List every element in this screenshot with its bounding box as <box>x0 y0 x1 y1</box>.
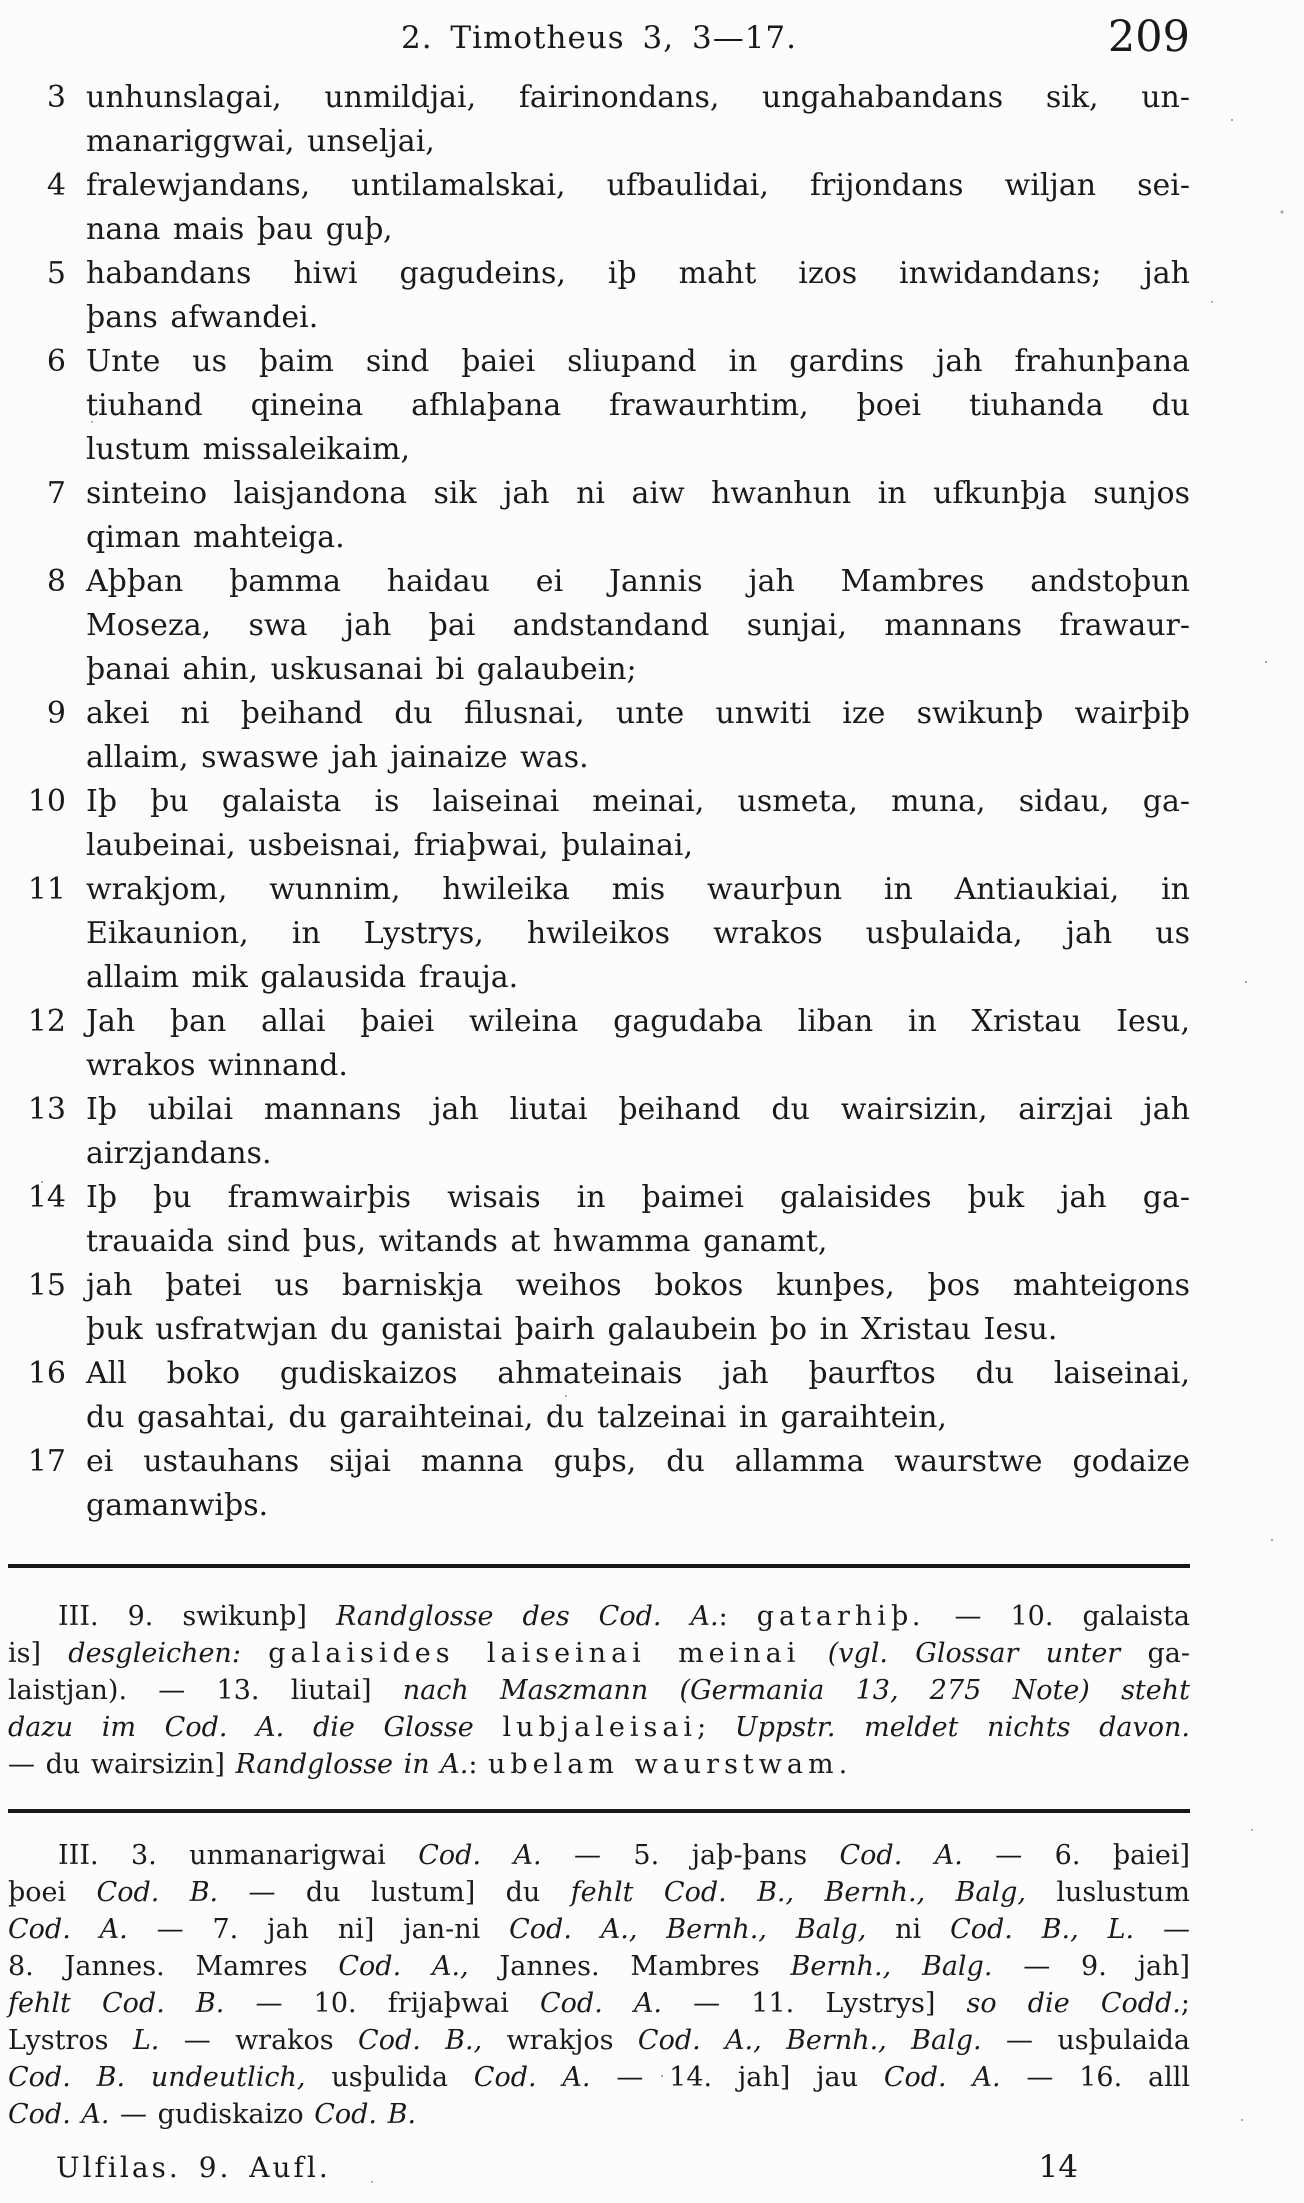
text-segment: — 7. jah ni] jan-ni <box>127 1914 510 1945</box>
verse-line: þanai ahin, uskusanai bi galaubein; <box>86 652 637 687</box>
verse-line: fralewjandans, untilamalskai, ufbaulidai, frijondans wiljan sei- <box>86 168 1190 203</box>
verse-number: 4 <box>46 168 66 203</box>
text-segment: Cod. A. <box>8 2099 110 2130</box>
text-segment: desgleichen: <box>68 1638 241 1669</box>
verse-text <box>86 868 1190 1000</box>
text-segment: — usþulaida <box>981 2025 1190 2056</box>
text-segment: — gudiskaizo <box>109 2099 315 2130</box>
verse-line: Iþ ubilai mannans jah liutai þeihand du wairsizin, airzjai jah <box>86 1092 1190 1127</box>
text-segment: lubjaleisai <box>502 1712 698 1743</box>
verse-number: 9 <box>46 696 66 731</box>
verse-line: laubeinai, usbeisnai, friaþwai, þulainai, <box>86 828 694 863</box>
text-segment: Cod. A., Bernh., Balg. <box>637 2025 982 2056</box>
text-segment: Cod. A. <box>883 2062 1001 2093</box>
verse-row <box>8 1088 1190 1176</box>
verse-number: 3 <box>46 80 66 115</box>
text-segment: laistjan). — 13. liutai] <box>8 1675 403 1706</box>
verse-line: Iþ þu galaista is laiseinai meinai, usmeta, muna, sidau, ga- <box>86 784 1190 819</box>
verse-row <box>8 560 1190 692</box>
text-segment: fehlt Cod. B., Bernh., Balg, <box>570 1877 1026 1908</box>
text-segment: — du wairsizin] <box>8 1749 236 1780</box>
verse-line: manariggwai, unseljai, <box>86 124 435 159</box>
verse-line: wrakjom, wunnim, hwileika mis waurþun in Antiaukiai, in <box>86 872 1190 907</box>
verse-text <box>86 1000 1190 1088</box>
verse-text <box>86 1088 1190 1176</box>
verse-text-block <box>8 76 1190 1528</box>
text-segment: — <box>1134 1914 1190 1945</box>
verse-line: du gasahtai, du garaihteinai, du talzeinai in garaihtein, <box>86 1400 947 1435</box>
apparatus-line <box>8 1635 1190 1672</box>
text-segment: — 11. Lystrys] <box>662 1988 967 2019</box>
apparatus-line <box>8 1911 1190 1948</box>
text-segment: fehlt Cod. B. <box>8 1988 225 2019</box>
verse-number: 16 <box>27 1356 66 1391</box>
text-segment: Cod. A. <box>8 1914 128 1945</box>
text-segment: ; <box>1180 1988 1190 2019</box>
text-segment: Cod. A., Bernh., Balg, <box>509 1914 867 1945</box>
verse-line: allaim, swaswe jah jainaize was. <box>86 740 589 775</box>
text-segment: — 10. frijaþwai <box>224 1988 540 2019</box>
verse-row <box>8 780 1190 868</box>
verse-row <box>8 868 1190 1000</box>
apparatus-line <box>8 1837 1190 1874</box>
text-segment: ; <box>697 1712 735 1743</box>
text-segment: — 5. jaþ-þans <box>541 1840 840 1871</box>
verse-line: Moseza, swa jah þai andstandand sunjai, mannans frawaur- <box>86 608 1190 643</box>
verse-row <box>8 692 1190 780</box>
verse-line: Eikaunion, in Lystrys, hwileikos wrakos usþulaida, jah us <box>86 916 1190 951</box>
text-segment: — 14. jah] jau <box>590 2062 884 2093</box>
text-segment: Uppstr. meldet nichts davon. <box>734 1712 1190 1743</box>
verse-text <box>86 692 1190 780</box>
apparatus-line <box>8 1746 1190 1783</box>
verse-text <box>86 164 1190 252</box>
text-segment: : <box>468 1749 488 1780</box>
critical-apparatus-block-1 <box>8 1598 1190 1783</box>
text-segment: nach Maszmann (Germania 13, 275 Note) steht <box>402 1675 1191 1706</box>
verse-row <box>8 472 1190 560</box>
verse-line: airzjandans. <box>86 1136 272 1171</box>
verse-line: qiman mahteiga. <box>86 520 345 555</box>
verse-line: akei ni þeihand du filusnai, unte unwiti ize swikunþ wairþiþ <box>86 696 1190 731</box>
verse-text <box>86 1352 1190 1440</box>
text-segment: Jannes. Mambres <box>468 1951 791 1982</box>
text-segment: is] <box>8 1638 69 1669</box>
text-segment: luslustum <box>1025 1877 1190 1908</box>
verse-text <box>86 252 1190 340</box>
text-segment: þoei <box>8 1877 97 1908</box>
verse-line: ei ustauhans sijai manna guþs, du allamma waurstwe godaize <box>86 1444 1190 1479</box>
sheet-number: 14 <box>1038 2149 1078 2185</box>
text-segment: Cod. A. <box>839 1840 963 1871</box>
verse-row <box>8 340 1190 472</box>
text-segment: gatarhiþ. <box>756 1601 926 1632</box>
verse-line: lustum missaleikaim, <box>86 432 410 467</box>
page-number: 209 <box>1107 12 1190 62</box>
verse-line: All boko gudiskaizos ahmateinais jah þaurftos du laiseinai, <box>86 1356 1190 1391</box>
verse-text <box>86 560 1190 692</box>
text-segment: : <box>718 1601 757 1632</box>
text-segment: ni <box>866 1914 951 1945</box>
apparatus-line <box>8 1598 1190 1635</box>
text-segment: 8. Jannes. Mamres <box>8 1951 339 1982</box>
apparatus-line <box>8 2022 1190 2059</box>
verse-line: þuk usfratwjan du ganistai þairh galaubein þo in Xristau Iesu. <box>86 1312 1058 1347</box>
text-segment: Cod. B., <box>358 2025 483 2056</box>
verse-number: 8 <box>46 564 66 599</box>
verse-line: gamanwiþs. <box>86 1488 269 1523</box>
apparatus-line <box>8 2096 1190 2133</box>
verse-row <box>8 76 1190 164</box>
text-segment: ga- <box>1120 1638 1190 1669</box>
text-segment: — du lustum] du <box>218 1877 571 1908</box>
verse-text <box>86 472 1190 560</box>
text-segment <box>800 1638 827 1669</box>
verse-row <box>8 252 1190 340</box>
verse-text <box>86 1264 1190 1352</box>
text-segment: — wrakos <box>159 2025 359 2056</box>
verse-line: trauaida sind þus, witands at hwamma ganamt, <box>86 1224 828 1259</box>
verse-line: Jah þan allai þaiei wileina gagudaba liban in Xristau Iesu, <box>86 1004 1190 1039</box>
apparatus-line <box>8 1874 1190 1911</box>
verse-number: 14 <box>27 1180 66 1215</box>
text-segment: Cod. B. undeutlich, <box>8 2062 306 2093</box>
text-segment <box>241 1638 268 1669</box>
verse-number: 7 <box>46 476 66 511</box>
verse-line: þans afwandei. <box>86 300 319 335</box>
text-segment: ubelam waurstwam. <box>488 1749 853 1780</box>
verse-number: 17 <box>27 1444 66 1479</box>
apparatus-line <box>8 1985 1190 2022</box>
verse-number: 11 <box>27 872 66 907</box>
text-segment: so die Codd. <box>966 1988 1181 2019</box>
text-segment: L. <box>132 2025 160 2056</box>
text-segment: usþulida <box>305 2062 474 2093</box>
edition-signature: Ulfilas. 9. Aufl. <box>56 2151 331 2184</box>
text-segment: Cod. A. <box>418 1840 542 1871</box>
running-title: 2. Timotheus 3, 3—17. <box>400 20 798 56</box>
verse-line: jah þatei us barniskja weihos bokos kunþes, þos mahteigons <box>86 1268 1190 1303</box>
verse-text <box>86 76 1190 164</box>
verse-row <box>8 1440 1190 1528</box>
text-segment: dazu im Cod. A. die Glosse <box>8 1712 503 1743</box>
text-segment: — 16. alll <box>1000 2062 1191 2093</box>
text-segment: Bernh., Balg. <box>790 1951 993 1982</box>
text-segment: wrakjos <box>482 2025 638 2056</box>
verse-text <box>86 340 1190 472</box>
text-segment: Cod. B. <box>96 1877 219 1908</box>
apparatus-line <box>8 1672 1190 1709</box>
text-segment: Cod. A., <box>338 1951 469 1982</box>
verse-number: 6 <box>46 344 66 379</box>
verse-line: nana mais þau guþ, <box>86 212 393 247</box>
text-segment: — 9. jah] <box>992 1951 1190 1982</box>
verse-number: 5 <box>46 256 66 291</box>
verse-line: sinteino laisjandona sik jah ni aiw hwanhun in ufkunþja sunjos <box>86 476 1190 511</box>
verse-line: habandans hiwi gagudeins, iþ maht izos inwidandans; jah <box>86 256 1190 291</box>
verse-number: 10 <box>27 784 66 819</box>
page-header <box>8 14 1190 70</box>
verse-number: 15 <box>27 1268 66 1303</box>
verse-text <box>86 780 1190 868</box>
verse-line: Iþ þu framwairþis wisais in þaimei galaisides þuk jah ga- <box>86 1180 1190 1215</box>
text-segment: Lystros <box>8 2025 133 2056</box>
verse-line: wrakos winnand. <box>86 1048 348 1083</box>
text-segment: Cod. A. <box>473 2062 591 2093</box>
text-segment: (vgl. Glossar unter <box>827 1638 1121 1669</box>
apparatus-line <box>8 1948 1190 1985</box>
verse-row <box>8 1000 1190 1088</box>
verse-row <box>8 1176 1190 1264</box>
apparatus-separator-2 <box>8 1809 1190 1813</box>
verse-line: Unte us þaim sind þaiei sliupand in gardins jah frahunþana <box>86 344 1190 379</box>
verse-number: 12 <box>27 1004 66 1039</box>
apparatus-separator-1 <box>8 1564 1190 1568</box>
verse-text <box>86 1176 1190 1264</box>
verse-line: unhunslagai, unmildjai, fairinondans, ungahabandans sik, un- <box>86 80 1190 115</box>
verse-line: allaim mik galausida frauja. <box>86 960 519 995</box>
verse-line: tiuhand qineina afhlaþana frawaurhtim, þoei tiuhanda du <box>86 388 1190 423</box>
text-segment: III. 3. unmanarigwai <box>58 1840 419 1871</box>
text-segment: — 10. galaista <box>925 1601 1191 1632</box>
text-segment: Cod. B., L. <box>950 1914 1135 1945</box>
critical-apparatus-block-2 <box>8 1837 1190 2133</box>
verse-row <box>8 1264 1190 1352</box>
verse-line: Aþþan þamma haidau ei Jannis jah Mambres andstoþun <box>86 564 1190 599</box>
verse-number: 13 <box>27 1092 66 1127</box>
text-segment: III. 9. swikunþ] <box>58 1601 336 1632</box>
verse-text <box>86 1440 1190 1528</box>
text-segment: galaisides laiseinai meinai <box>268 1638 801 1669</box>
text-segment: Randglosse des Cod. A. <box>335 1601 719 1632</box>
text-segment: — 6. þaiei] <box>962 1840 1191 1871</box>
text-segment: Cod. B. <box>314 2099 417 2130</box>
text-segment: Randglosse in A. <box>235 1749 469 1780</box>
apparatus-line <box>8 2059 1190 2096</box>
page-footer <box>8 2149 1190 2185</box>
verse-row <box>8 164 1190 252</box>
text-segment: Cod. A. <box>540 1988 663 2019</box>
apparatus-line <box>8 1709 1190 1746</box>
verse-row <box>8 1352 1190 1440</box>
